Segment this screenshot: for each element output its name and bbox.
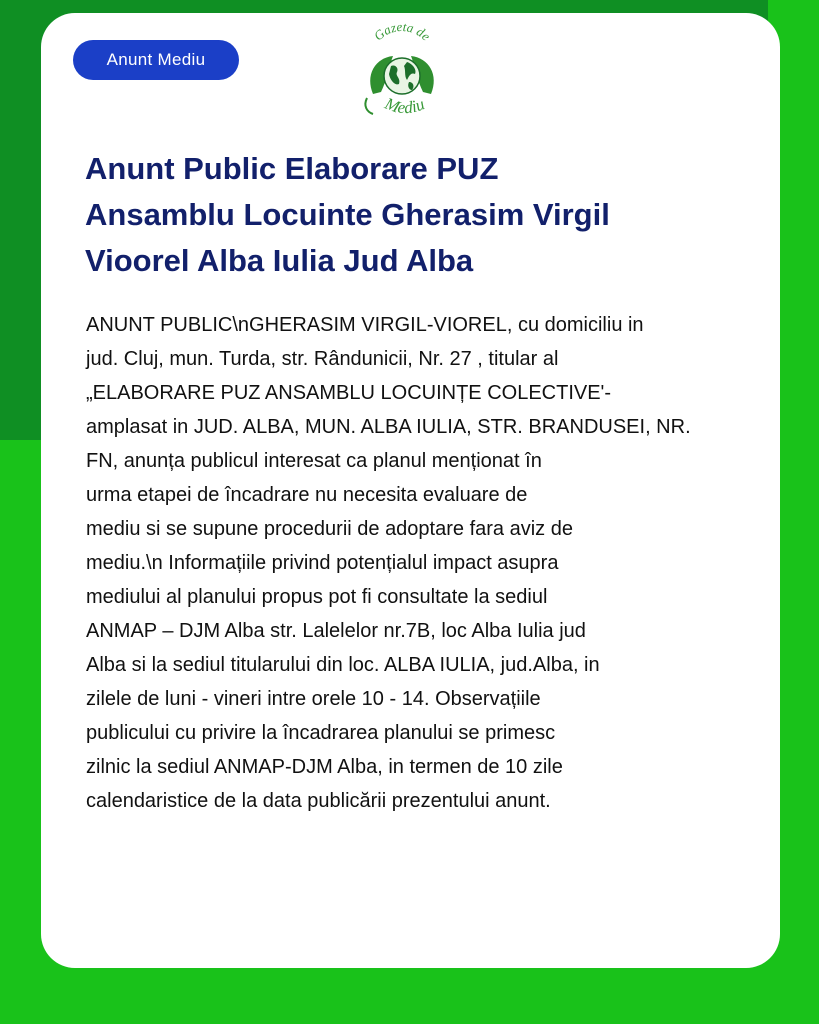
article-body: ANUNT PUBLIC\nGHERASIM VIRGIL-VIOREL, cu domiciliu in jud. Cluj, mun. Turda, str. Rândunicii, Nr. 27 , titular al „ELABORARE PUZ ANSAMBLU LOCUINȚE COLECTIVE'- amplasat in JUD. ALBA, MUN. ALBA IULIA, STR. BRANDUSEI, NR. FN, anunța publicul interesat ca planul menționat în urma etapei de încadrare nu necesita evaluare de mediu si se supune procedurii de adoptare fara aviz de mediu.\n Informațiile privind potențialul impact asupra mediului al planului propus pot fi consultate la sediul ANMAP – DJM Alba str. Lalelelor nr.7B, loc Alba Iulia jud Alba si la sediul titularului din loc. ALBA IULIA, jud.Alba, in zilele de luni - vineri intre orele 10 - 14. Observațiile publicului cu privire la încadrarea planului se primesc zilnic la sediul ANMAP-DJM Alba, in termen de 10 zile calendaristice de la data publicării prezentului anunt. xyxy=(86,314,691,812)
article-title: Anunt Public Elaborare PUZ Ansamblu Locuinte Gherasim Virgil Vioorel Alba Iulia Jud Alba xyxy=(85,151,610,278)
globe-leaf-logo-icon xyxy=(357,20,447,130)
gazeta-de-mediu-logo xyxy=(357,20,447,130)
svg-text:Gazeta de: Gazeta de xyxy=(370,20,434,44)
svg-text:Mediu: Mediu xyxy=(382,93,428,118)
category-badge[interactable]: Anunt Mediu xyxy=(73,40,239,80)
